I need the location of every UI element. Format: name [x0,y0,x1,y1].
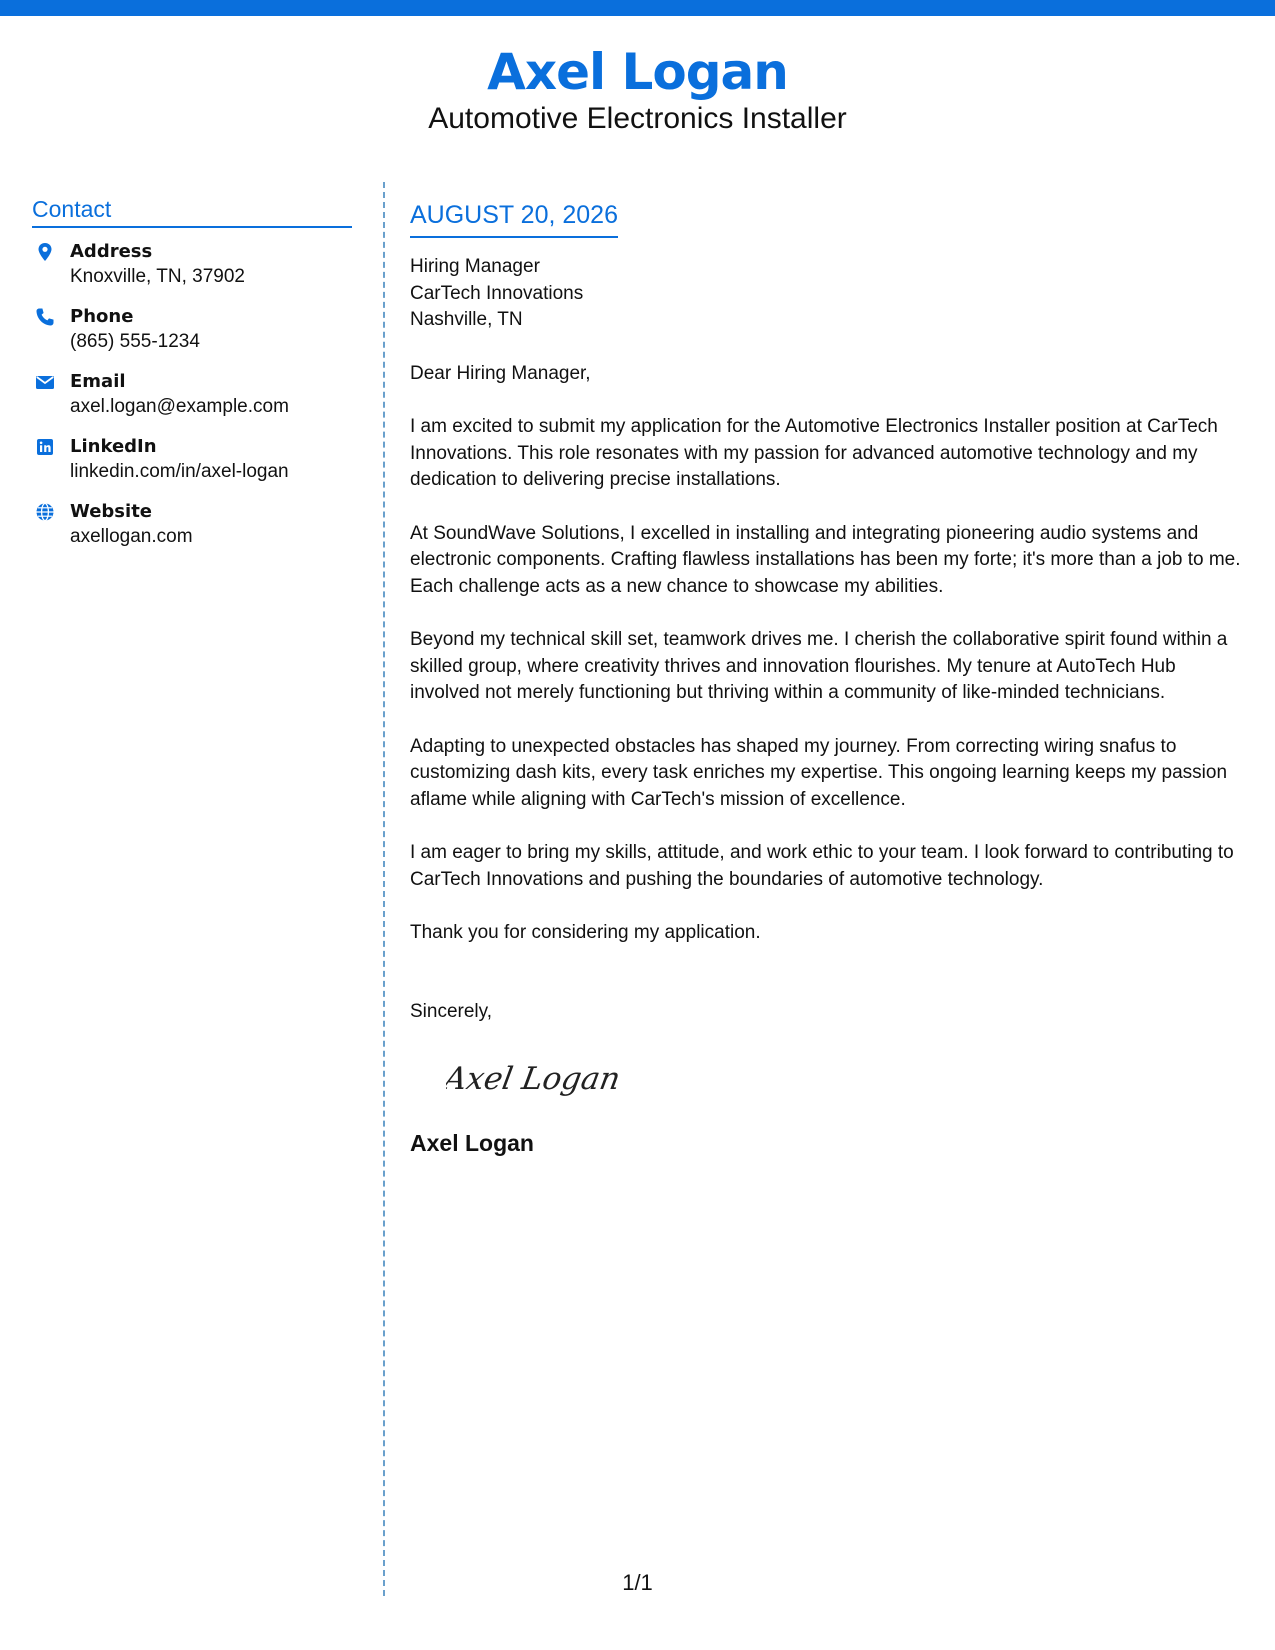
envelope-icon [35,372,55,392]
column-divider [383,182,385,1596]
salutation: Dear Hiring Manager, [410,362,591,384]
contact-heading: Contact [32,196,352,228]
letter-paragraph: I am excited to submit my application for the Automotive Electronics Installer position at CarTech Innovations. This role resonates with my passion for advanced automotive technology and my dedication to delivering precise installations. [410,416,1218,490]
letter-paragraph: Beyond my technical skill set, teamwork drives me. I cherish the collaborative spirit found within a skilled group, where creativity thrives and innovation flourishes. My tenure at AutoTech Hub involved not merely functioning but thriving within a community of like-minded technicians. [410,629,1228,703]
contact-value[interactable]: axel.logan@example.com [70,396,289,417]
recipient-block [410,254,1250,334]
contact-item-email [32,370,352,420]
signer-name: Axel Logan [410,1129,534,1156]
letter-paragraph: Adapting to unexpected obstacles has shaped my journey. From correcting wiring snafus to customizing dash kits, every task enriches my expertise. This ongoing learning keeps my passion aflame while aligning with CarTech's mission of excellence. [410,735,1228,810]
recipient-line: Hiring Manager [410,256,540,277]
contact-value[interactable]: linkedin.com/in/axel-logan [70,461,289,482]
letter-paragraphs [410,414,1250,893]
signature-text: Axel Logan [446,1061,623,1097]
contact-label: Address [70,241,153,262]
contact-value: (865) 555-1234 [70,331,200,352]
contact-item-website [32,500,352,550]
contact-value: Knoxville, TN, 37902 [70,266,245,287]
letter-paragraph: I am eager to bring my skills, attitude, and work ethic to your team. I look forward to contributing to CarTech Innovations and pushing the boundaries of automotive technology. [410,842,1234,890]
contact-label: LinkedIn [70,436,157,457]
closing: Sincerely, [410,1000,493,1022]
map-pin-icon [35,242,55,262]
recipient-line: CarTech Innovations [410,282,584,304]
contact-item-address [32,240,352,290]
header [0,40,1275,138]
letter-date: AUGUST 20, 2026 [410,198,618,238]
recipient-line: Nashville, TN [410,309,523,330]
linkedin-icon [35,437,55,457]
page-number: 1/1 [622,1570,653,1595]
contact-label: Website [70,501,153,522]
letter-paragraph: At SoundWave Solutions, I excelled in installing and integrating pioneering audio systems and electronic components. Crafting flawless installations has been my forte; it's more than a job to me. Each challenge acts as a new chance to showcase my abilities. [410,522,1241,597]
letter-body [410,198,1250,1156]
job-title: Automotive Electronics Installer [428,102,847,135]
contact-item-phone [32,305,352,355]
handwritten-signature [446,1047,646,1107]
contact-label: Phone [70,306,134,327]
contact-list [32,240,352,550]
globe-icon [35,502,55,522]
contact-value[interactable]: axellogan.com [70,526,193,547]
phone-icon [35,307,55,327]
contact-item-linkedin [32,435,352,485]
thanks-line: Thank you for considering my application. [410,922,761,943]
contact-sidebar [32,196,352,565]
top-accent-bar [0,0,1275,16]
applicant-name: Axel Logan [487,43,788,101]
contact-label: Email [70,371,126,392]
